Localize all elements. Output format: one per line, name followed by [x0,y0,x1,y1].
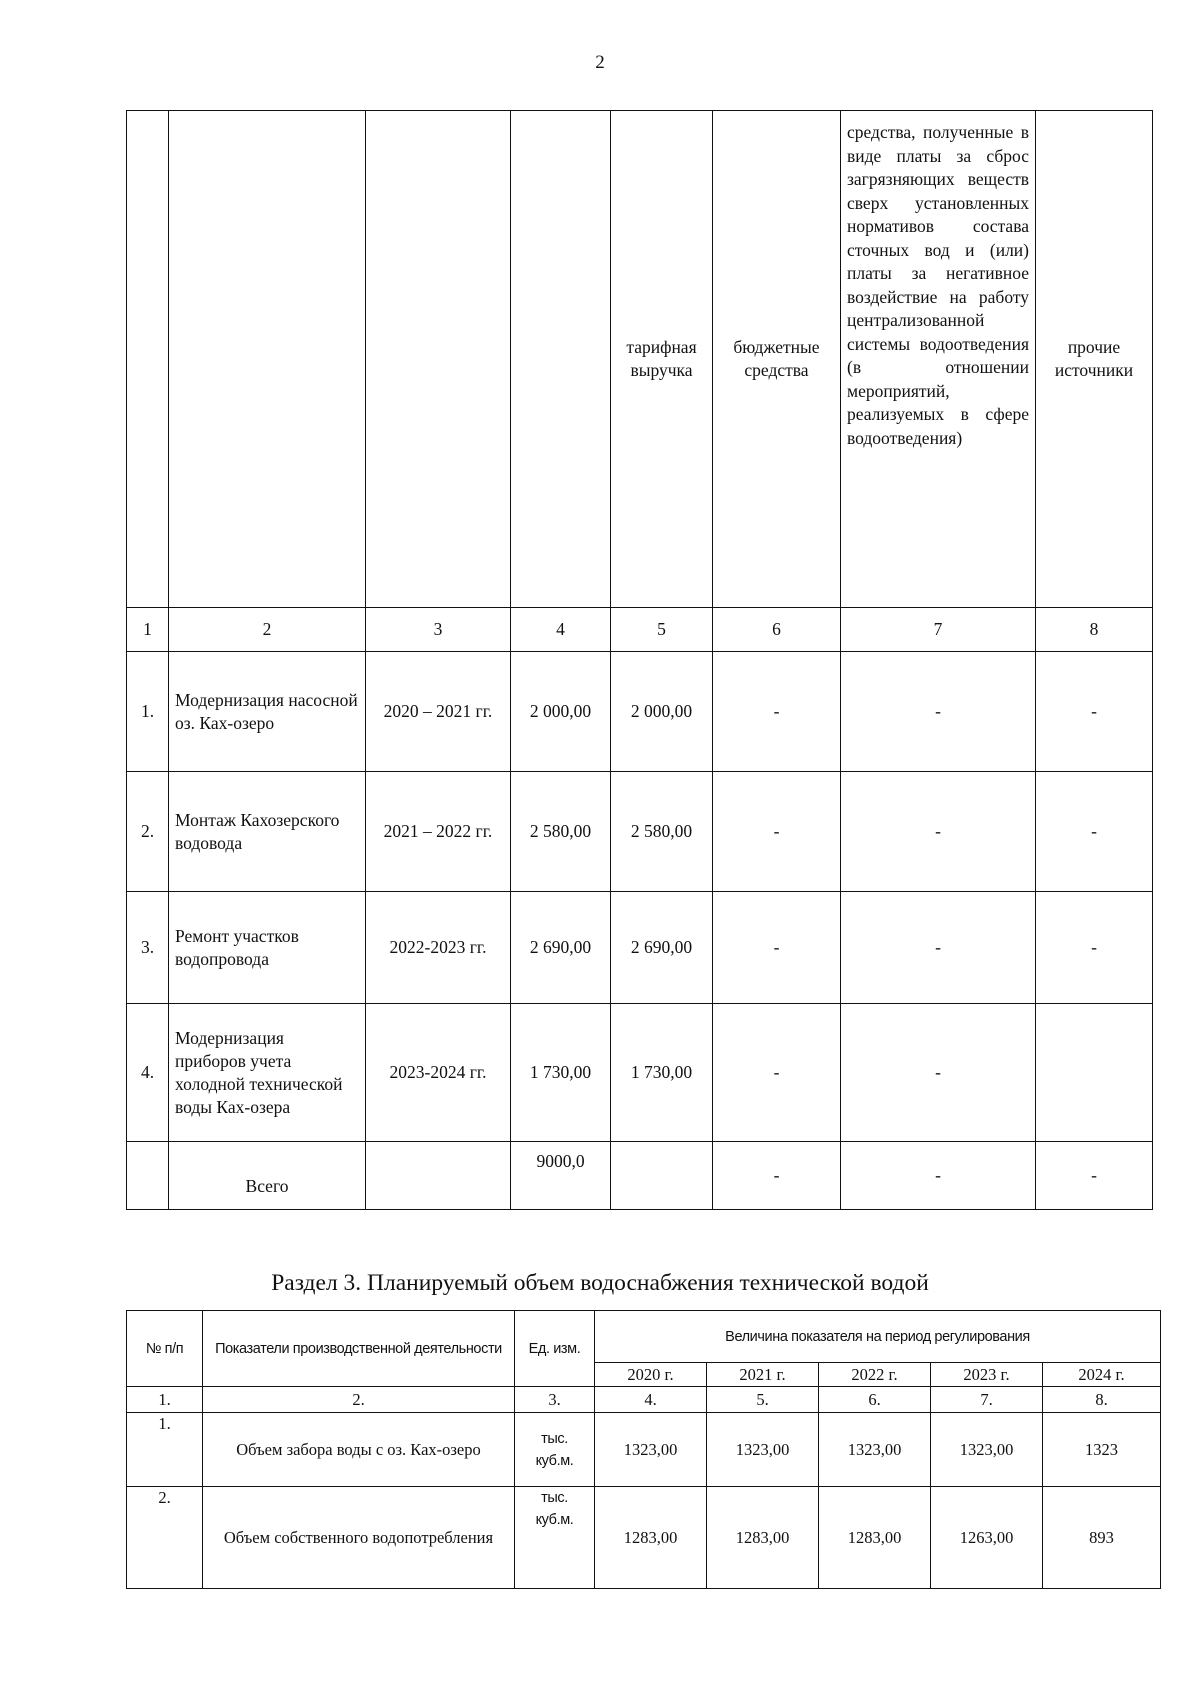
column-number: 4. [595,1387,707,1413]
row-number [127,1142,169,1210]
header-number: № п/п [127,1311,203,1387]
measure-name: Модернизация приборов учета холодной технической воды Ках-озера [169,1004,366,1142]
column-number: 1 [127,608,169,652]
implementation-period: 2023-2024 гг. [366,1004,511,1142]
tariff-revenue: 1 730,00 [611,1004,713,1142]
implementation-period: 2020 – 2021 гг. [366,652,511,772]
total-cost: 1 730,00 [511,1004,611,1142]
fees-funds: - [841,1142,1036,1210]
implementation-period: 2022-2023 гг. [366,892,511,1004]
year-cell: 2021 г. [707,1363,819,1387]
header-cell-empty [127,111,169,608]
value-2022: 1283,00 [819,1487,931,1589]
column-number: 2. [203,1387,515,1413]
table-row [127,772,1153,892]
column-number: 1. [127,1387,203,1413]
header-cell-empty [169,111,366,608]
other-sources [1036,1004,1153,1142]
header-period: Величина показателя на период регулирования [595,1311,1161,1363]
header-other-sources: прочие источники [1036,111,1153,608]
year-cell: 2022 г. [819,1363,931,1387]
column-number-row [127,1387,1161,1413]
row-number: 4. [127,1004,169,1142]
column-number: 7. [931,1387,1043,1413]
column-number: 5 [611,608,713,652]
header-budget-funds: бюджетные средства [713,111,841,608]
other-sources: - [1036,1142,1153,1210]
table-header-row [127,1311,1161,1363]
measure-name: Ремонт участков водопровода [169,892,366,1004]
budget-funds: - [713,772,841,892]
tariff-revenue [611,1142,713,1210]
column-number-row [127,608,1153,652]
column-number: 2 [169,608,366,652]
other-sources: - [1036,652,1153,772]
total-cost: 9000,0 [511,1142,611,1210]
other-sources: - [1036,772,1153,892]
unit: тыс. куб.м. [515,1487,595,1589]
budget-funds: - [713,892,841,1004]
column-number: 8 [1036,608,1153,652]
budget-funds: - [713,1142,841,1210]
budget-funds: - [713,1004,841,1142]
column-number: 8. [1043,1387,1161,1413]
header-fees-funds: средства, полученные в виде платы за сброс загрязняющих веществ сверх установленных нормативов состава сточных вод и (или) платы за негативное воздействие на работу централизованной системы водоотведения (в отношении мероприятий, реализуемых в сфере водоотведения) [841,111,1036,608]
column-number: 4 [511,608,611,652]
header-unit: Ед. изм. [515,1311,595,1387]
total-cost: 2 000,00 [511,652,611,772]
table-row [127,1413,1161,1487]
total-row [127,1142,1153,1210]
indicator-name: Объем забора воды с оз. Ках-озеро [203,1413,515,1487]
implementation-period: 2021 – 2022 гг. [366,772,511,892]
row-number: 2. [127,1487,203,1589]
tariff-revenue: 2 000,00 [611,652,713,772]
value-2020: 1283,00 [595,1487,707,1589]
fees-funds: - [841,772,1036,892]
year-cell: 2020 г. [595,1363,707,1387]
measure-name: Модернизация насосной оз. Ках-озеро [169,652,366,772]
tariff-revenue: 2 580,00 [611,772,713,892]
water-volume-table [126,1310,1161,1589]
row-number: 1. [127,1413,203,1487]
table-row [127,1004,1153,1142]
value-2022: 1323,00 [819,1413,931,1487]
value-2024: 1323 [1043,1413,1161,1487]
tariff-revenue: 2 690,00 [611,892,713,1004]
column-number: 7 [841,608,1036,652]
fees-funds: - [841,892,1036,1004]
total-cost: 2 690,00 [511,892,611,1004]
year-cell: 2024 г. [1043,1363,1161,1387]
budget-funds: - [713,652,841,772]
column-number: 6 [713,608,841,652]
header-tariff-revenue: тарифная выручка [611,111,713,608]
header-indicator: Показатели производственной деятельности [203,1311,515,1387]
row-number: 3. [127,892,169,1004]
year-cell: 2023 г. [931,1363,1043,1387]
unit: тыс. куб.м. [515,1413,595,1487]
total-cost: 2 580,00 [511,772,611,892]
header-cell-empty [511,111,611,608]
value-2021: 1283,00 [707,1487,819,1589]
value-2020: 1323,00 [595,1413,707,1487]
table-row [127,892,1153,1004]
fees-funds: - [841,652,1036,772]
table-header-row [127,111,1153,608]
value-2024: 893 [1043,1487,1161,1589]
value-2023: 1263,00 [931,1487,1043,1589]
page-number: 2 [595,52,605,73]
column-number: 6. [819,1387,931,1413]
section-title: Раздел 3. Планируемый объем водоснабжения технической водой [271,1270,929,1296]
header-cell-empty [366,111,511,608]
column-number: 5. [707,1387,819,1413]
row-number: 2. [127,772,169,892]
column-number: 3. [515,1387,595,1413]
value-2023: 1323,00 [931,1413,1043,1487]
row-number: 1. [127,652,169,772]
investment-table [126,110,1153,1210]
column-number: 3 [366,608,511,652]
implementation-period [366,1142,511,1210]
other-sources: - [1036,892,1153,1004]
indicator-name: Объем собственного водопотребления [203,1487,515,1589]
total-label: Всего [169,1142,366,1210]
fees-funds: - [841,1004,1036,1142]
value-2021: 1323,00 [707,1413,819,1487]
table-row [127,652,1153,772]
measure-name: Монтаж Кахозерского водовода [169,772,366,892]
table-row [127,1487,1161,1589]
